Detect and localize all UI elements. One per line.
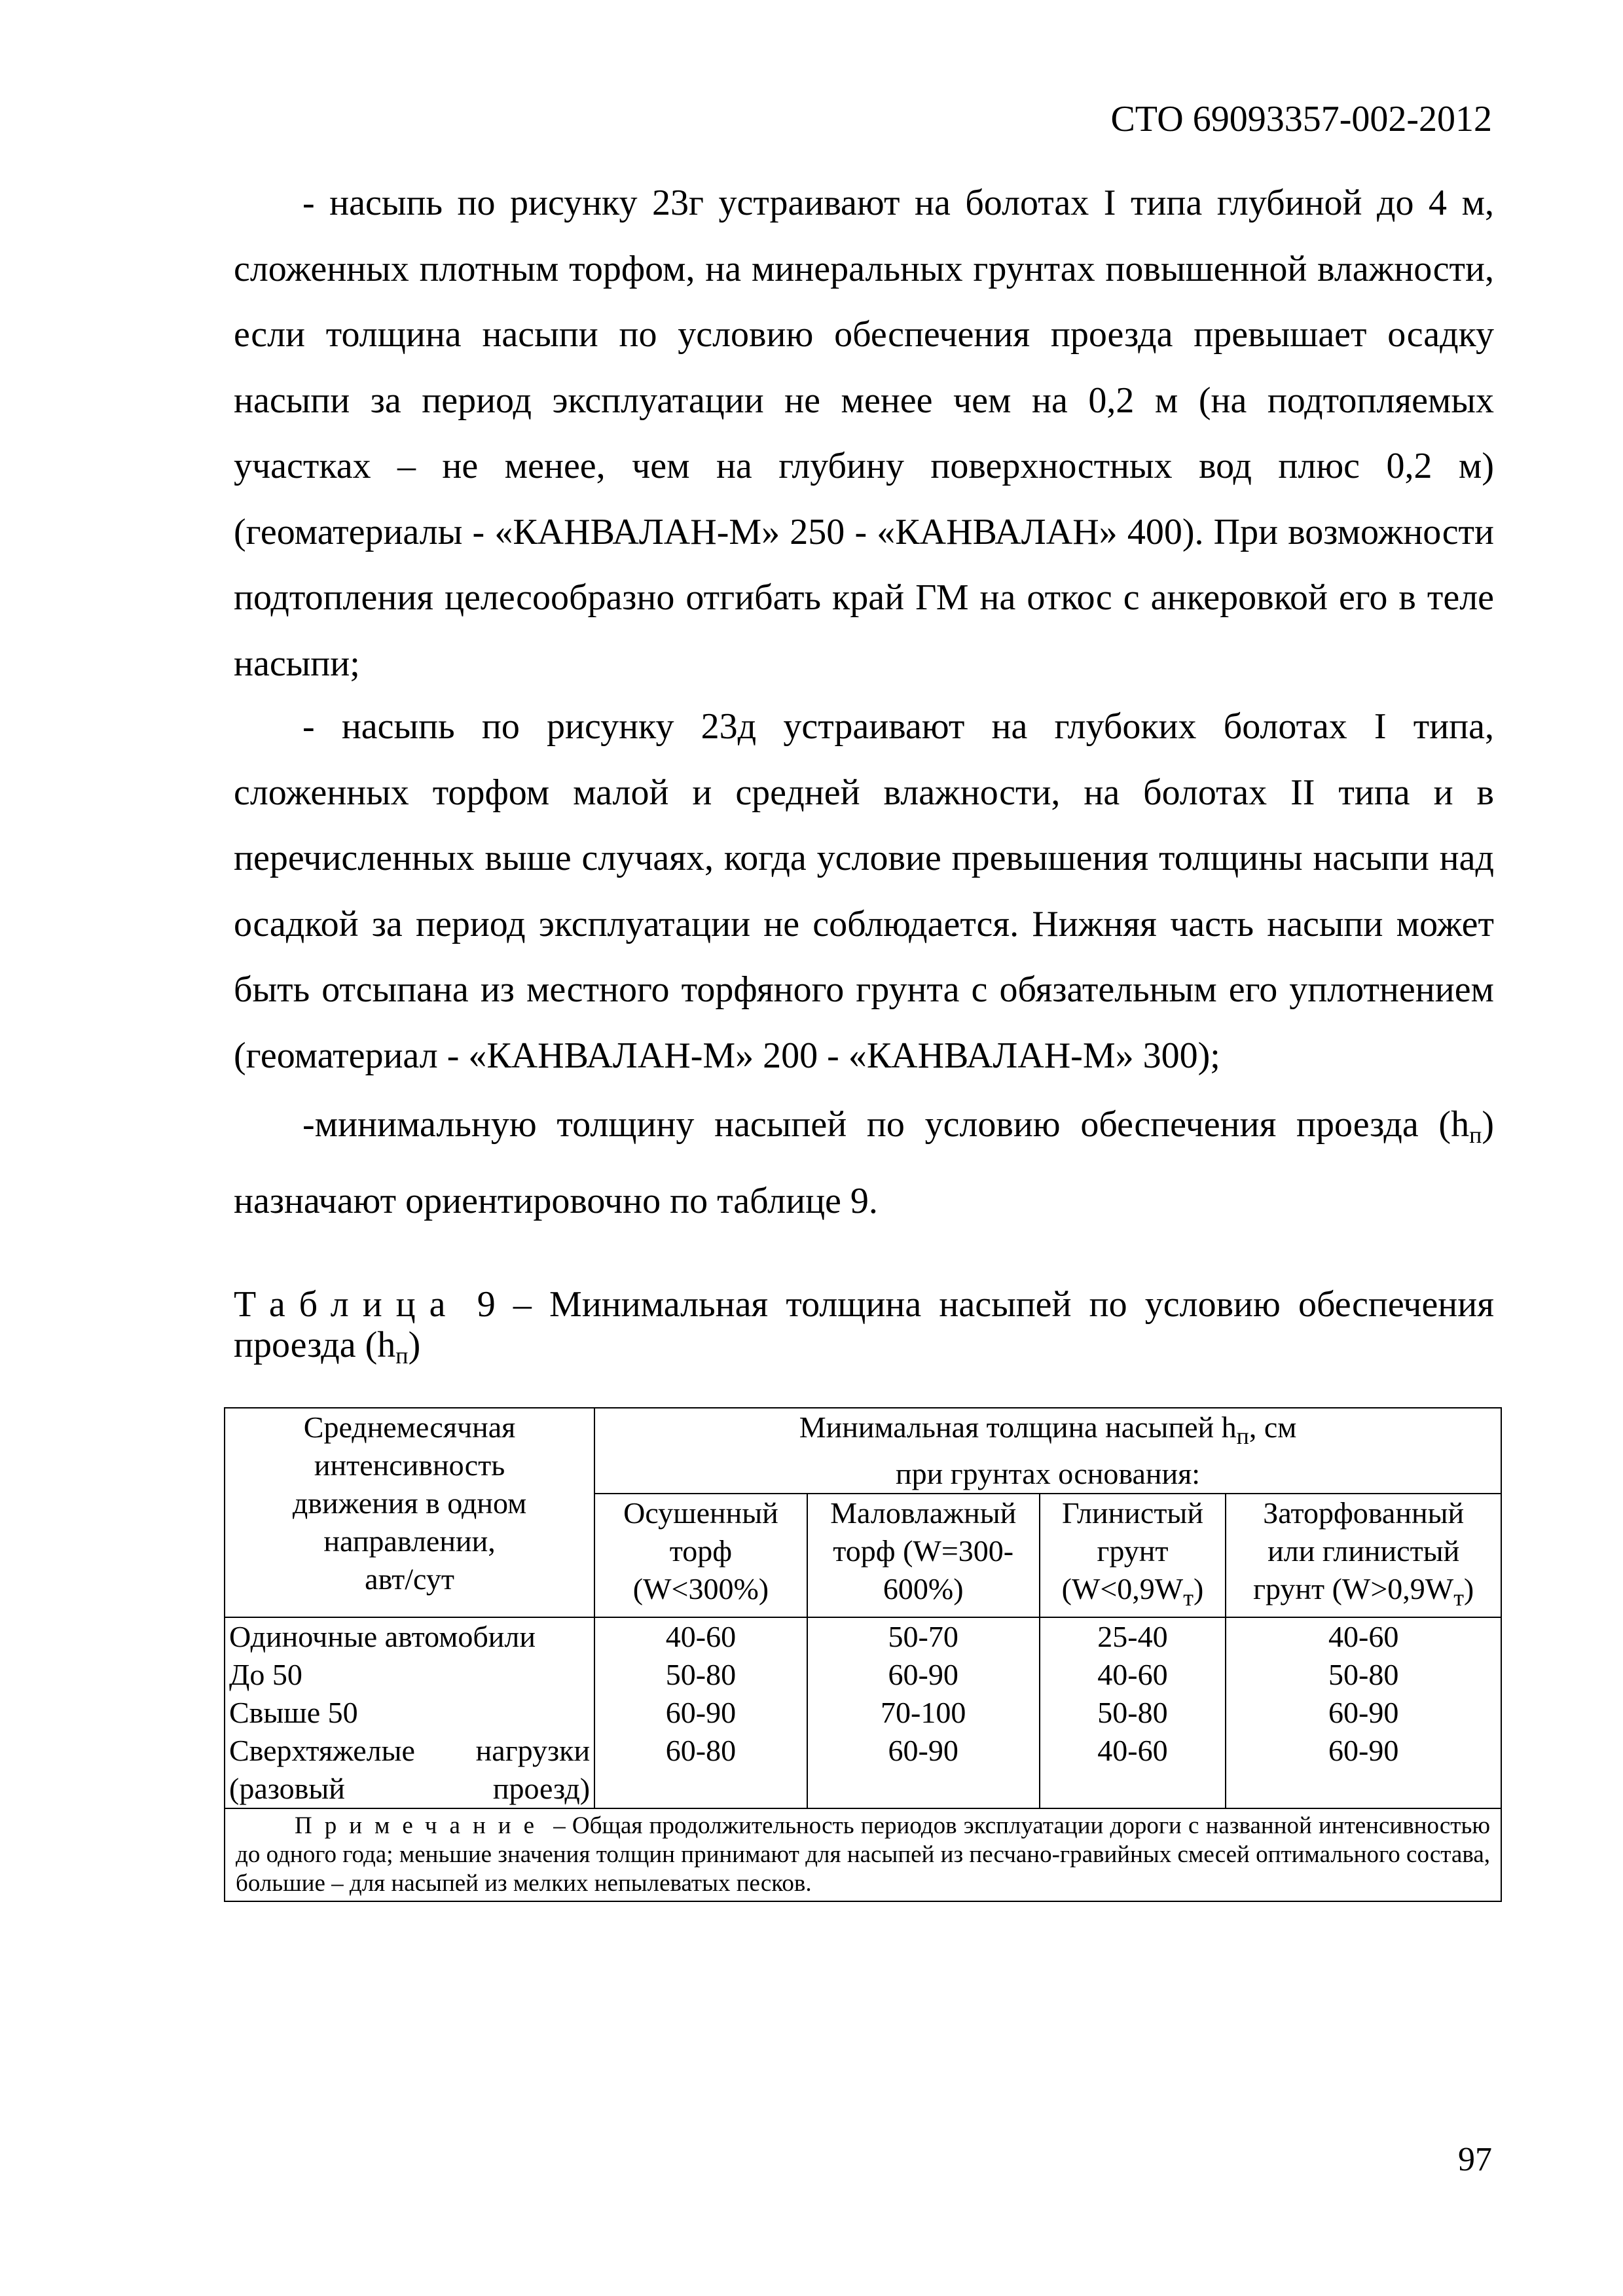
document-header: СТО 69093357-002-2012 xyxy=(1110,99,1492,139)
paragraph-min-thickness: -минимальную толщину насыпей по условию обеспечения проезда $(h_п)$ назначают ориентировочно по таблице 9. xyxy=(234,1104,1494,1221)
column-clay-soil-values: 25-40 40-60 50-80 40-60 xyxy=(1040,1617,1226,1808)
column-drained-peat-values: 40-60 50-80 60-90 60-80 xyxy=(594,1617,807,1808)
column-low-moisture-peat-values: 50-70 60-90 70-100 60-90 xyxy=(807,1617,1040,1808)
page-number: 97 xyxy=(1458,2141,1492,2178)
table-note: Примечание – Общая продолжительность периодов эксплуатации дороги с названной интенсивностью до одного года; меньшие значения толщин принимают для насыпей из песчано-гравийных смесей оптимального состава, большие – для насыпей из мелких непылеватых песков. xyxy=(225,1808,1501,1901)
note-label: Примечание xyxy=(295,1812,547,1839)
header-clay-soil: Глинистый грунт $(W<0,9W_т)$ xyxy=(1040,1494,1226,1617)
paragraph-embankment-23d: - насыпь по рисунку 23д устраивают на глубоких болотах I типа, сложенных торфом малой и средней влажности, на болотах II типа и в перечисленных выше случаях, когда условие превышения толщины насыпи над осадкой за период эксплуатации не соблюдается. Нижняя часть насыпи может быть отсыпана из местного торфяного грунта с обязательным его уплотнением (геоматериал - «КАНВАЛАН-М» 200 - «КАНВАЛАН-М» 300); xyxy=(234,706,1494,1076)
paragraph-embankment-23g: - насыпь по рисунку 23г устраивают на болотах I типа глубиной до 4 м, сложенных плотным торфом, на минеральных грунтах повышенной влажности, если толщина насыпи по условию обеспечения проезда превышает осадку насыпи за период эксплуатации не менее чем на 0,2 м (на подтопляемых участках – не менее, чем на глубину поверхностных вод плюс 0,2 м) (геоматериалы - «КАНВАЛАН-М» 250 - «КАНВАЛАН» 400). При возможности подтопления целесообразно отгибать край ГМ на откос с анкеровкой его в теле насыпи; xyxy=(234,183,1494,684)
header-min-thickness: Минимальная толщина насыпей $h_п$, см при грунтах основания: xyxy=(594,1408,1501,1494)
row-labels: Одиночные автомобили До 50 Свыше 50 Сверхтяжелые нагрузки (разовый проезд) xyxy=(225,1617,594,1808)
header-drained-peat: Осушенный торф (W<300%) xyxy=(594,1494,807,1617)
caption-label: Таблица xyxy=(234,1284,460,1325)
column-peaty-soil-values: 40-60 50-80 60-90 60-90 xyxy=(1226,1617,1501,1808)
header-peaty-soil: Заторфованный или глинистый грунт $(W>0,9W_т)$ xyxy=(1226,1494,1501,1617)
header-low-moisture-peat: Маловлажный торф (W=300- 600%) xyxy=(807,1494,1040,1617)
table-caption: Таблица 9 – Минимальная толщина насыпей по условию обеспечения проезда $(h_п)$ xyxy=(234,1284,1495,1369)
thickness-table xyxy=(224,1407,1502,1902)
header-intensity: Среднемесячная интенсивность движения в одном направлении, авт/сут xyxy=(225,1408,594,1617)
